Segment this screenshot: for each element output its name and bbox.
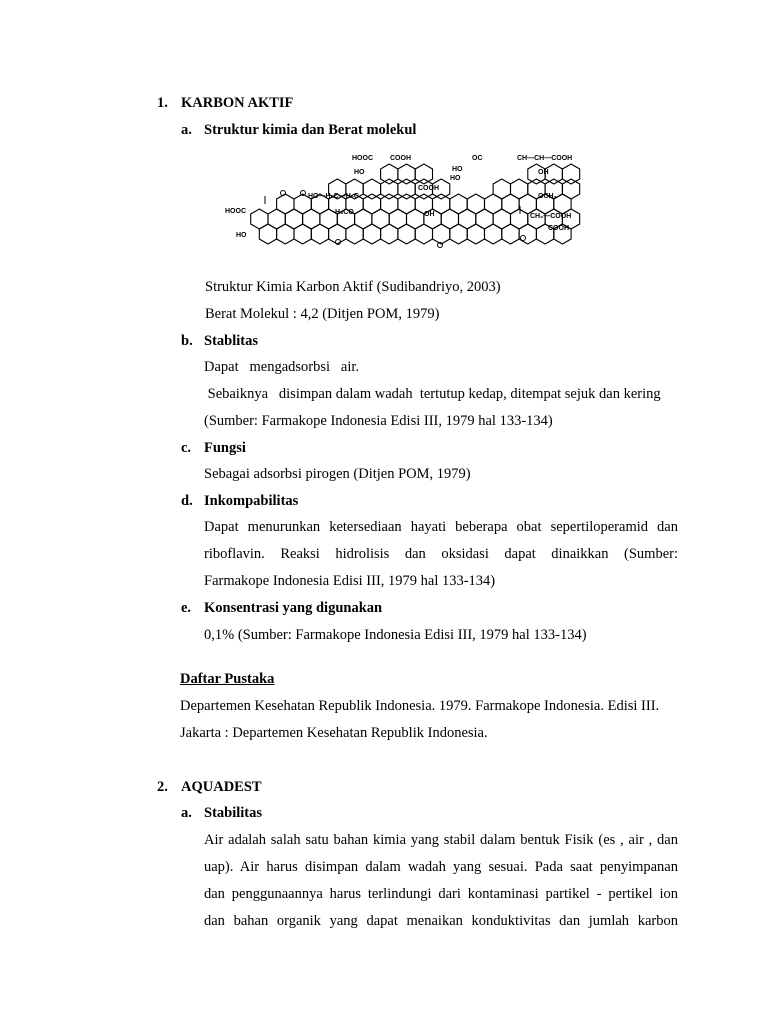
label-ho-1: HO <box>354 169 365 176</box>
benzene-ring <box>311 224 328 244</box>
item-e-letter: e. <box>181 600 192 616</box>
benzene-ring <box>363 224 380 244</box>
label-oh-mid: OH <box>424 211 435 218</box>
item-c-heading: Fungsi <box>204 440 246 456</box>
aquadest-line-4: dan bahan organik yang dapat menaikan konduktivitas dan jumlah karbon <box>204 913 678 929</box>
label-ch-ch-cooh: CH—CH—COOH <box>517 155 573 162</box>
stability-line-3: (Sumber: Farmakope Indonesia Edisi III, 1979 hal 133-134) <box>204 413 553 429</box>
aquadest-line-2: uap). Air harus disimpan dalam wadah yang sesuai. Pada saat penyimpanan <box>204 859 678 875</box>
incompatibility-line-2: riboflavin. Reaksi hidrolisis dan oksidasi dapat dinaikkan (Sumber: <box>204 546 678 562</box>
benzene-ring <box>519 224 536 244</box>
item-c-letter: c. <box>181 440 192 456</box>
section-1-number: 1. <box>157 95 168 111</box>
benzene-ring <box>381 224 398 244</box>
reference-line-2: Jakarta : Departemen Kesehatan Republik Indonesia. <box>180 725 488 741</box>
benzene-ring <box>485 224 502 244</box>
benzene-ring <box>259 224 276 244</box>
section-2-title: AQUADEST <box>181 779 262 795</box>
benzene-ring <box>363 179 380 199</box>
item-e-heading: Konsentrasi yang digunakan <box>204 600 383 616</box>
benzene-ring <box>346 224 363 244</box>
item-d-heading: Inkompabilitas <box>204 493 299 509</box>
item-d-letter: d. <box>181 493 193 509</box>
label-ho-2: HO <box>452 166 463 173</box>
label-ho-left: HO <box>236 232 247 239</box>
benzene-ring <box>381 164 398 184</box>
reference-line-1: Departemen Kesehatan Republik Indonesia. 1979. Farmakope Indonesia. Edisi III. <box>180 698 660 714</box>
benzene-ring <box>467 224 484 244</box>
structure-caption: Struktur Kimia Karbon Aktif (Sudibandriyo, 2003) <box>205 279 501 295</box>
benzene-ring <box>450 224 467 244</box>
incompatibility-line-3: Farmakope Indonesia Edisi III, 1979 hal 133-134) <box>204 573 496 589</box>
label-ho-3: HO <box>450 175 461 182</box>
benzene-ring <box>398 224 415 244</box>
benzene-ring <box>294 224 311 244</box>
aquadest-line-3: dan penggunaannya harus terlindungi dari kontaminasi partikel - pertikel ion <box>204 886 678 902</box>
molecular-weight: Berat Molekul : 4,2 (Ditjen POM, 1979) <box>205 306 440 322</box>
section-2-item-a-letter: a. <box>181 805 192 821</box>
label-hooc-left: HOOC <box>225 208 246 215</box>
concentration-line-1: 0,1% (Sumber: Farmakope Indonesia Edisi III, 1979 hal 133-134) <box>204 627 587 643</box>
label-cooh-right: COOH <box>548 225 569 232</box>
benzene-ring <box>398 179 415 199</box>
section-2-item-a-heading: Stabilitas <box>204 805 263 821</box>
item-b-heading: Stablitas <box>204 333 258 349</box>
label-cooh-top: COOH <box>390 155 411 162</box>
label-oc: OC <box>472 155 483 162</box>
incompatibility-line-1: Dapat menurunkan ketersediaan hayati beberapa obat sepertiloperamid dan <box>204 519 678 535</box>
activated-carbon-structure-figure <box>220 148 590 260</box>
function-line-1: Sebagai adsorbsi pirogen (Ditjen POM, 1979) <box>204 466 471 482</box>
benzene-ring <box>398 164 415 184</box>
benzene-ring <box>329 224 346 244</box>
benzene-ring <box>415 164 432 184</box>
section-2-number: 2. <box>157 779 168 795</box>
item-b-letter: b. <box>181 333 193 349</box>
benzene-ring <box>415 224 432 244</box>
label-ch2-cooh: CH₂—COOH <box>530 213 572 220</box>
references-heading: Daftar Pustaka <box>180 671 275 687</box>
label-hooc-top: HOOC <box>352 155 373 162</box>
label-ho-ch2: HO—H₂C—H₂C <box>308 193 359 200</box>
item-a-letter: a. <box>181 122 192 138</box>
aquadest-line-1: Air adalah salah satu bahan kimia yang stabil dalam bentuk Fisik (es , air , dan <box>204 832 678 848</box>
label-oh-right: OH <box>538 169 549 176</box>
stability-line-2: Sebaiknya disimpan dalam wadah tertutup kedap, ditempat sejuk dan kering <box>204 386 661 402</box>
label-h3co: H₃CO <box>335 209 354 216</box>
benzene-ring <box>562 164 579 184</box>
label-cooh-mid: COOH <box>418 185 439 192</box>
stability-line-1: Dapat mengadsorbsi air. <box>204 359 360 375</box>
item-a-heading: Struktur kimia dan Berat molekul <box>204 122 417 138</box>
section-1-title: KARBON AKTIF <box>181 95 294 111</box>
benzene-ring <box>502 224 519 244</box>
benzene-ring <box>433 224 450 244</box>
label-och3: OCH₃ <box>538 193 557 200</box>
benzene-ring <box>277 224 294 244</box>
benzene-ring <box>381 179 398 199</box>
